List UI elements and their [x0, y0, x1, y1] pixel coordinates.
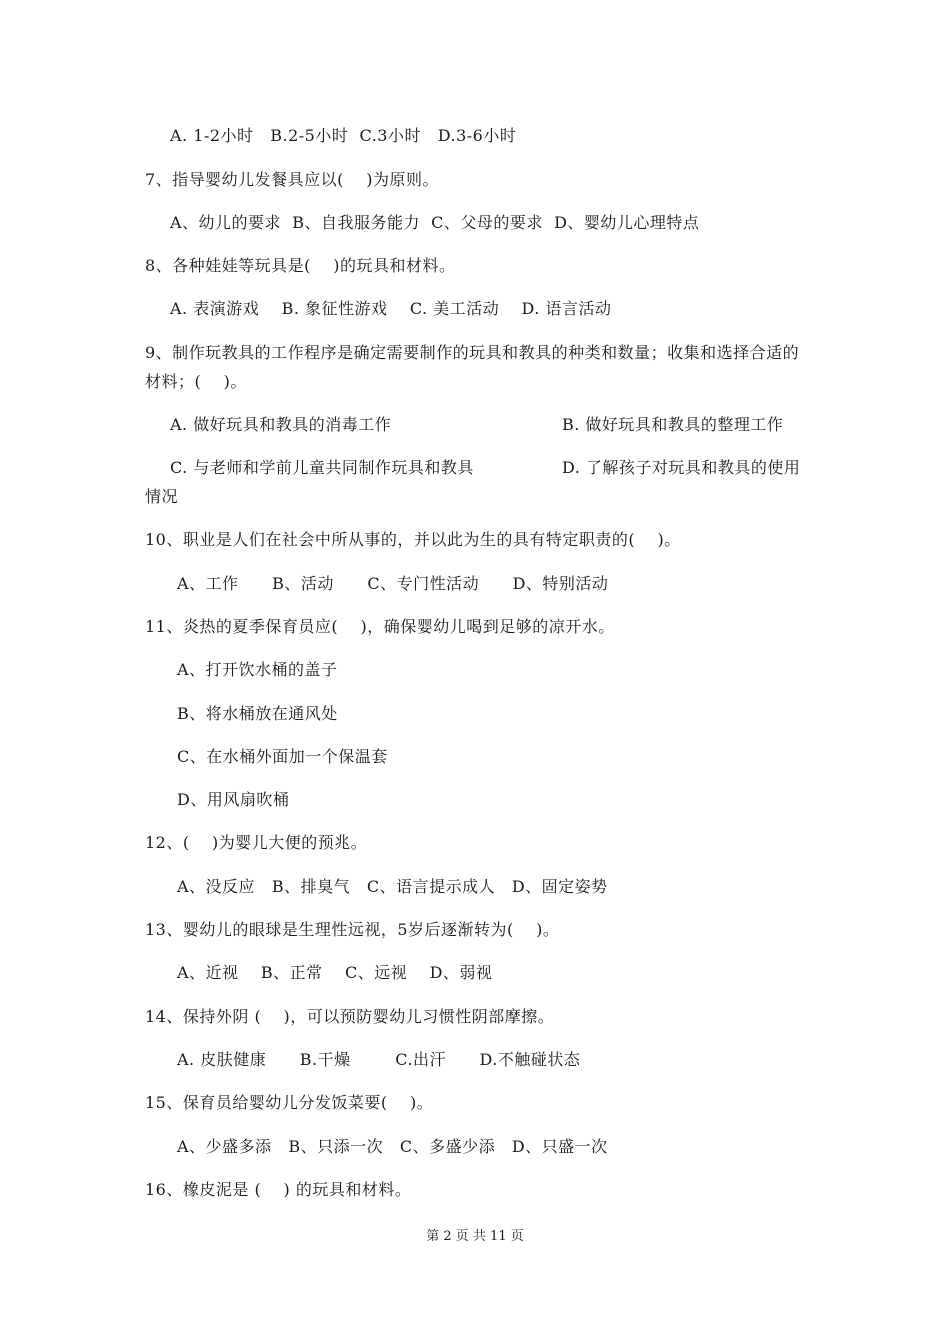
q9-option-b: B. 做好玩具和教具的整理工作	[562, 415, 784, 434]
q10-options: A、工作 B、活动 C、专门性活动 D、特别活动	[177, 574, 609, 593]
q8-question: 8、各种娃娃等玩具是( )的玩具和材料。	[145, 256, 456, 275]
q9-option-d: D. 了解孩子对玩具和教具的使用	[562, 458, 801, 477]
q9-option-d-cont: 情况	[145, 487, 179, 506]
q15-question: 15、保育员给婴幼儿分发饭菜要( )。	[145, 1093, 434, 1112]
q7-options: A、幼儿的要求 B、自我服务能力 C、父母的要求 D、婴幼儿心理特点	[170, 213, 700, 232]
q7-question: 7、指导婴幼儿发餐具应以( )为原则。	[145, 170, 440, 189]
q9-question: 9、制作玩教具的工作程序是确定需要制作的玩具和教具的种类和数量；收集和选择合适的	[145, 343, 800, 362]
q9-option-a: A. 做好玩具和教具的消毒工作	[170, 415, 392, 434]
q9-option-c: C. 与老师和学前儿童共同制作玩具和教具	[170, 458, 474, 477]
q11-option-b: B、将水桶放在通风处	[177, 704, 338, 723]
q12-options: A、没反应 B、排臭气 C、语言提示成人 D、固定姿势	[177, 877, 608, 896]
page-footer: 第 2 页 共 11 页	[426, 1229, 524, 1244]
q9-question-cont: 材料；( )。	[145, 372, 247, 391]
q11-question: 11、炎热的夏季保育员应( )，确保婴幼儿喝到足够的凉开水。	[145, 617, 615, 636]
q10-question: 10、职业是人们在社会中所从事的，并以此为生的具有特定职责的( )。	[145, 530, 681, 549]
q12-question: 12、( )为婴儿大便的预兆。	[145, 833, 368, 852]
q6-options: A. 1-2小时 B.2-5小时 C.3小时 D.3-6小时	[170, 126, 517, 145]
q8-options: A. 表演游戏 B. 象征性游戏 C. 美工活动 D. 语言活动	[170, 299, 612, 318]
q13-options: A、近视 B、正常 C、远视 D、弱视	[177, 963, 493, 982]
q14-question: 14、保持外阴 ( )，可以预防婴幼儿习惯性阴部摩擦。	[145, 1007, 555, 1026]
q13-question: 13、婴幼儿的眼球是生理性远视，5岁后逐渐转为( )。	[145, 920, 560, 939]
q11-option-a: A、打开饮水桶的盖子	[177, 660, 338, 679]
q11-option-c: C、在水桶外面加一个保温套	[177, 747, 388, 766]
q11-option-d: D、用风扇吹桶	[177, 790, 290, 809]
q15-options: A、少盛多添 B、只添一次 C、多盛少添 D、只盛一次	[177, 1137, 608, 1156]
q14-options: A. 皮肤健康 B.干燥 C.出汗 D.不触碰状态	[177, 1050, 581, 1069]
q16-question: 16、橡皮泥是 ( ) 的玩具和材料。	[145, 1180, 412, 1199]
